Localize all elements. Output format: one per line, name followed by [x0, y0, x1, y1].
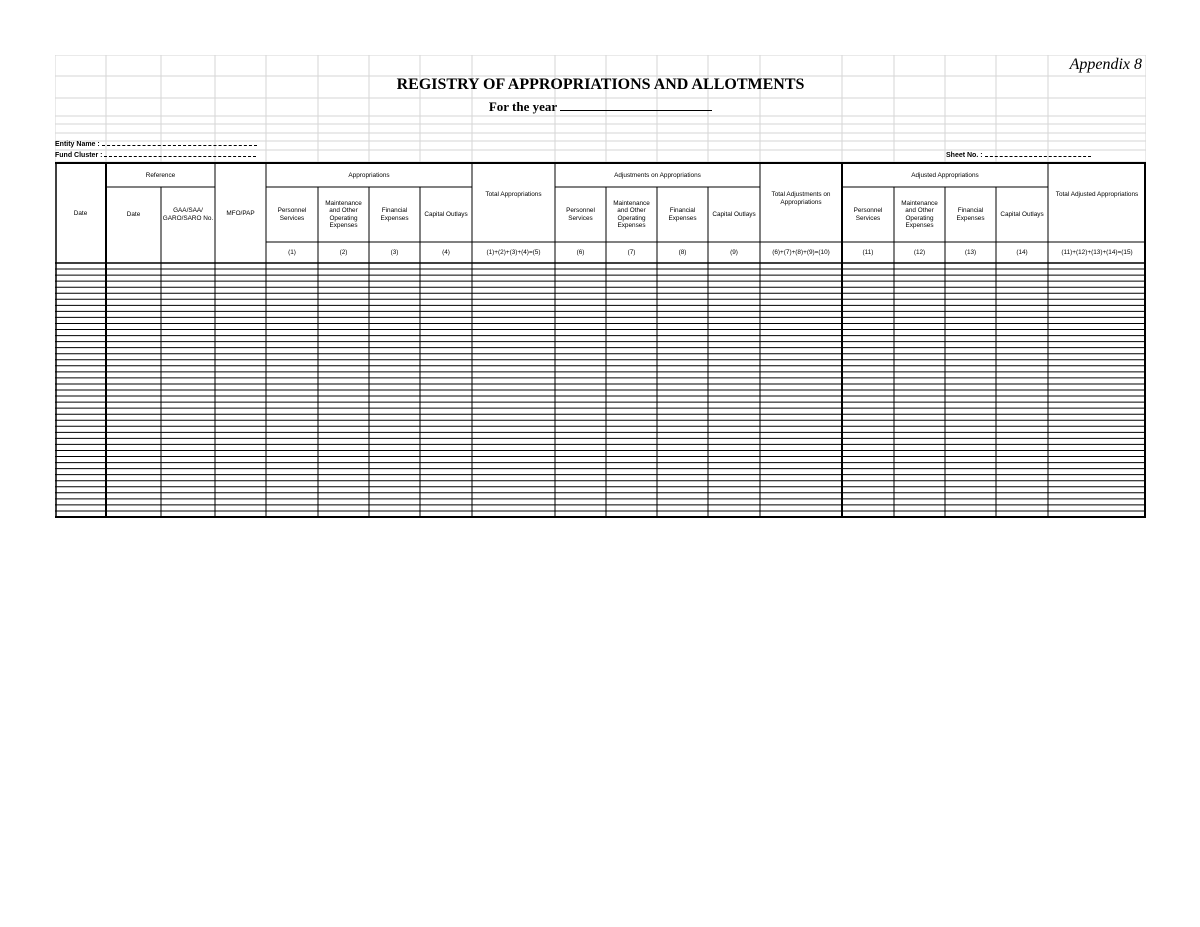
col-number: (3): [390, 248, 399, 256]
col-number: (11): [862, 248, 874, 256]
total-adjustments-header: Total Adjustments on Appropriations: [771, 191, 831, 206]
date-column-header: Date: [73, 209, 88, 217]
fund-cluster-label: Fund Cluster :: [55, 152, 103, 159]
year-blank-field[interactable]: [560, 99, 712, 111]
reference-date-header: Date: [126, 210, 141, 218]
appr-fe-header: Financial Expenses: [380, 207, 409, 222]
appr-co-header: Capital Outlays: [424, 210, 468, 218]
entity-name-blank[interactable]: [102, 139, 257, 146]
appr-ps-header: Personnel Services: [277, 207, 307, 222]
col-number: (12): [913, 248, 926, 256]
col-number: (13): [964, 248, 977, 256]
adj-ps-header: Personnel Services: [566, 207, 595, 222]
adjd-mooe-header: Maintenance and Other Operating Expenses: [901, 199, 938, 229]
reference-group-header: Reference: [145, 171, 176, 179]
col-number: (8): [678, 248, 687, 256]
adjd-ps-header: Personnel Services: [853, 207, 883, 222]
registry-sheet: [55, 55, 1146, 518]
adjusted-group-header: Adjusted Appropriations: [911, 171, 979, 179]
col-number: (1)+(2)+(3)+(4)=(5): [486, 248, 541, 256]
adjustments-group-header: Adjustments on Appropriations: [614, 171, 701, 179]
year-label: For the year: [488, 99, 558, 114]
col-number: (14): [1016, 248, 1028, 256]
col-number: (1): [288, 248, 296, 256]
sheet-no-line: [946, 150, 1091, 160]
adjd-co-header: Capital Outlays: [1000, 210, 1044, 218]
col-number: (9): [730, 248, 738, 256]
adj-mooe-header: Maintenance and Other Operating Expenses: [613, 199, 650, 229]
col-number: (7): [627, 248, 636, 256]
col-number: (4): [442, 248, 450, 256]
sheet-no-blank[interactable]: [985, 150, 1091, 157]
adj-co-header: Capital Outlays: [712, 210, 756, 218]
adjd-fe-header: Financial Expenses: [956, 207, 985, 222]
sheet-no-label: Sheet No. :: [946, 152, 983, 159]
appropriations-group-header: Appropriations: [348, 171, 390, 179]
fund-cluster-line: [55, 150, 256, 160]
adj-fe-header: Financial Expenses: [668, 207, 697, 222]
col-number: (2): [339, 248, 348, 256]
col-number: (11)+(12)+(13)+(14)=(15): [1061, 248, 1133, 256]
col-number: (6): [576, 248, 585, 256]
col-number: (6)+(7)+(8)+(9)=(10): [772, 248, 830, 256]
appendix-label: Appendix 8: [1069, 56, 1142, 73]
appr-mooe-header: Maintenance and Other Operating Expenses: [325, 199, 362, 229]
sheet-grid-lines: [55, 55, 1146, 518]
reference-gaa-header: GAA/SAA/ GARO/SARO No.: [162, 207, 214, 222]
mfo-pap-header: MFO/PAP: [226, 209, 255, 217]
total-appropriations-header: Total Appropriations: [485, 191, 542, 198]
total-adjusted-header: Total Adjusted Appropriations: [1055, 191, 1139, 198]
entity-name-label: Entity Name :: [55, 141, 100, 148]
entity-name-line: [55, 139, 257, 149]
year-line: [55, 99, 1146, 115]
page-title: REGISTRY OF APPROPRIATIONS AND ALLOTMENTS: [396, 76, 805, 93]
fund-cluster-blank[interactable]: [104, 150, 256, 157]
